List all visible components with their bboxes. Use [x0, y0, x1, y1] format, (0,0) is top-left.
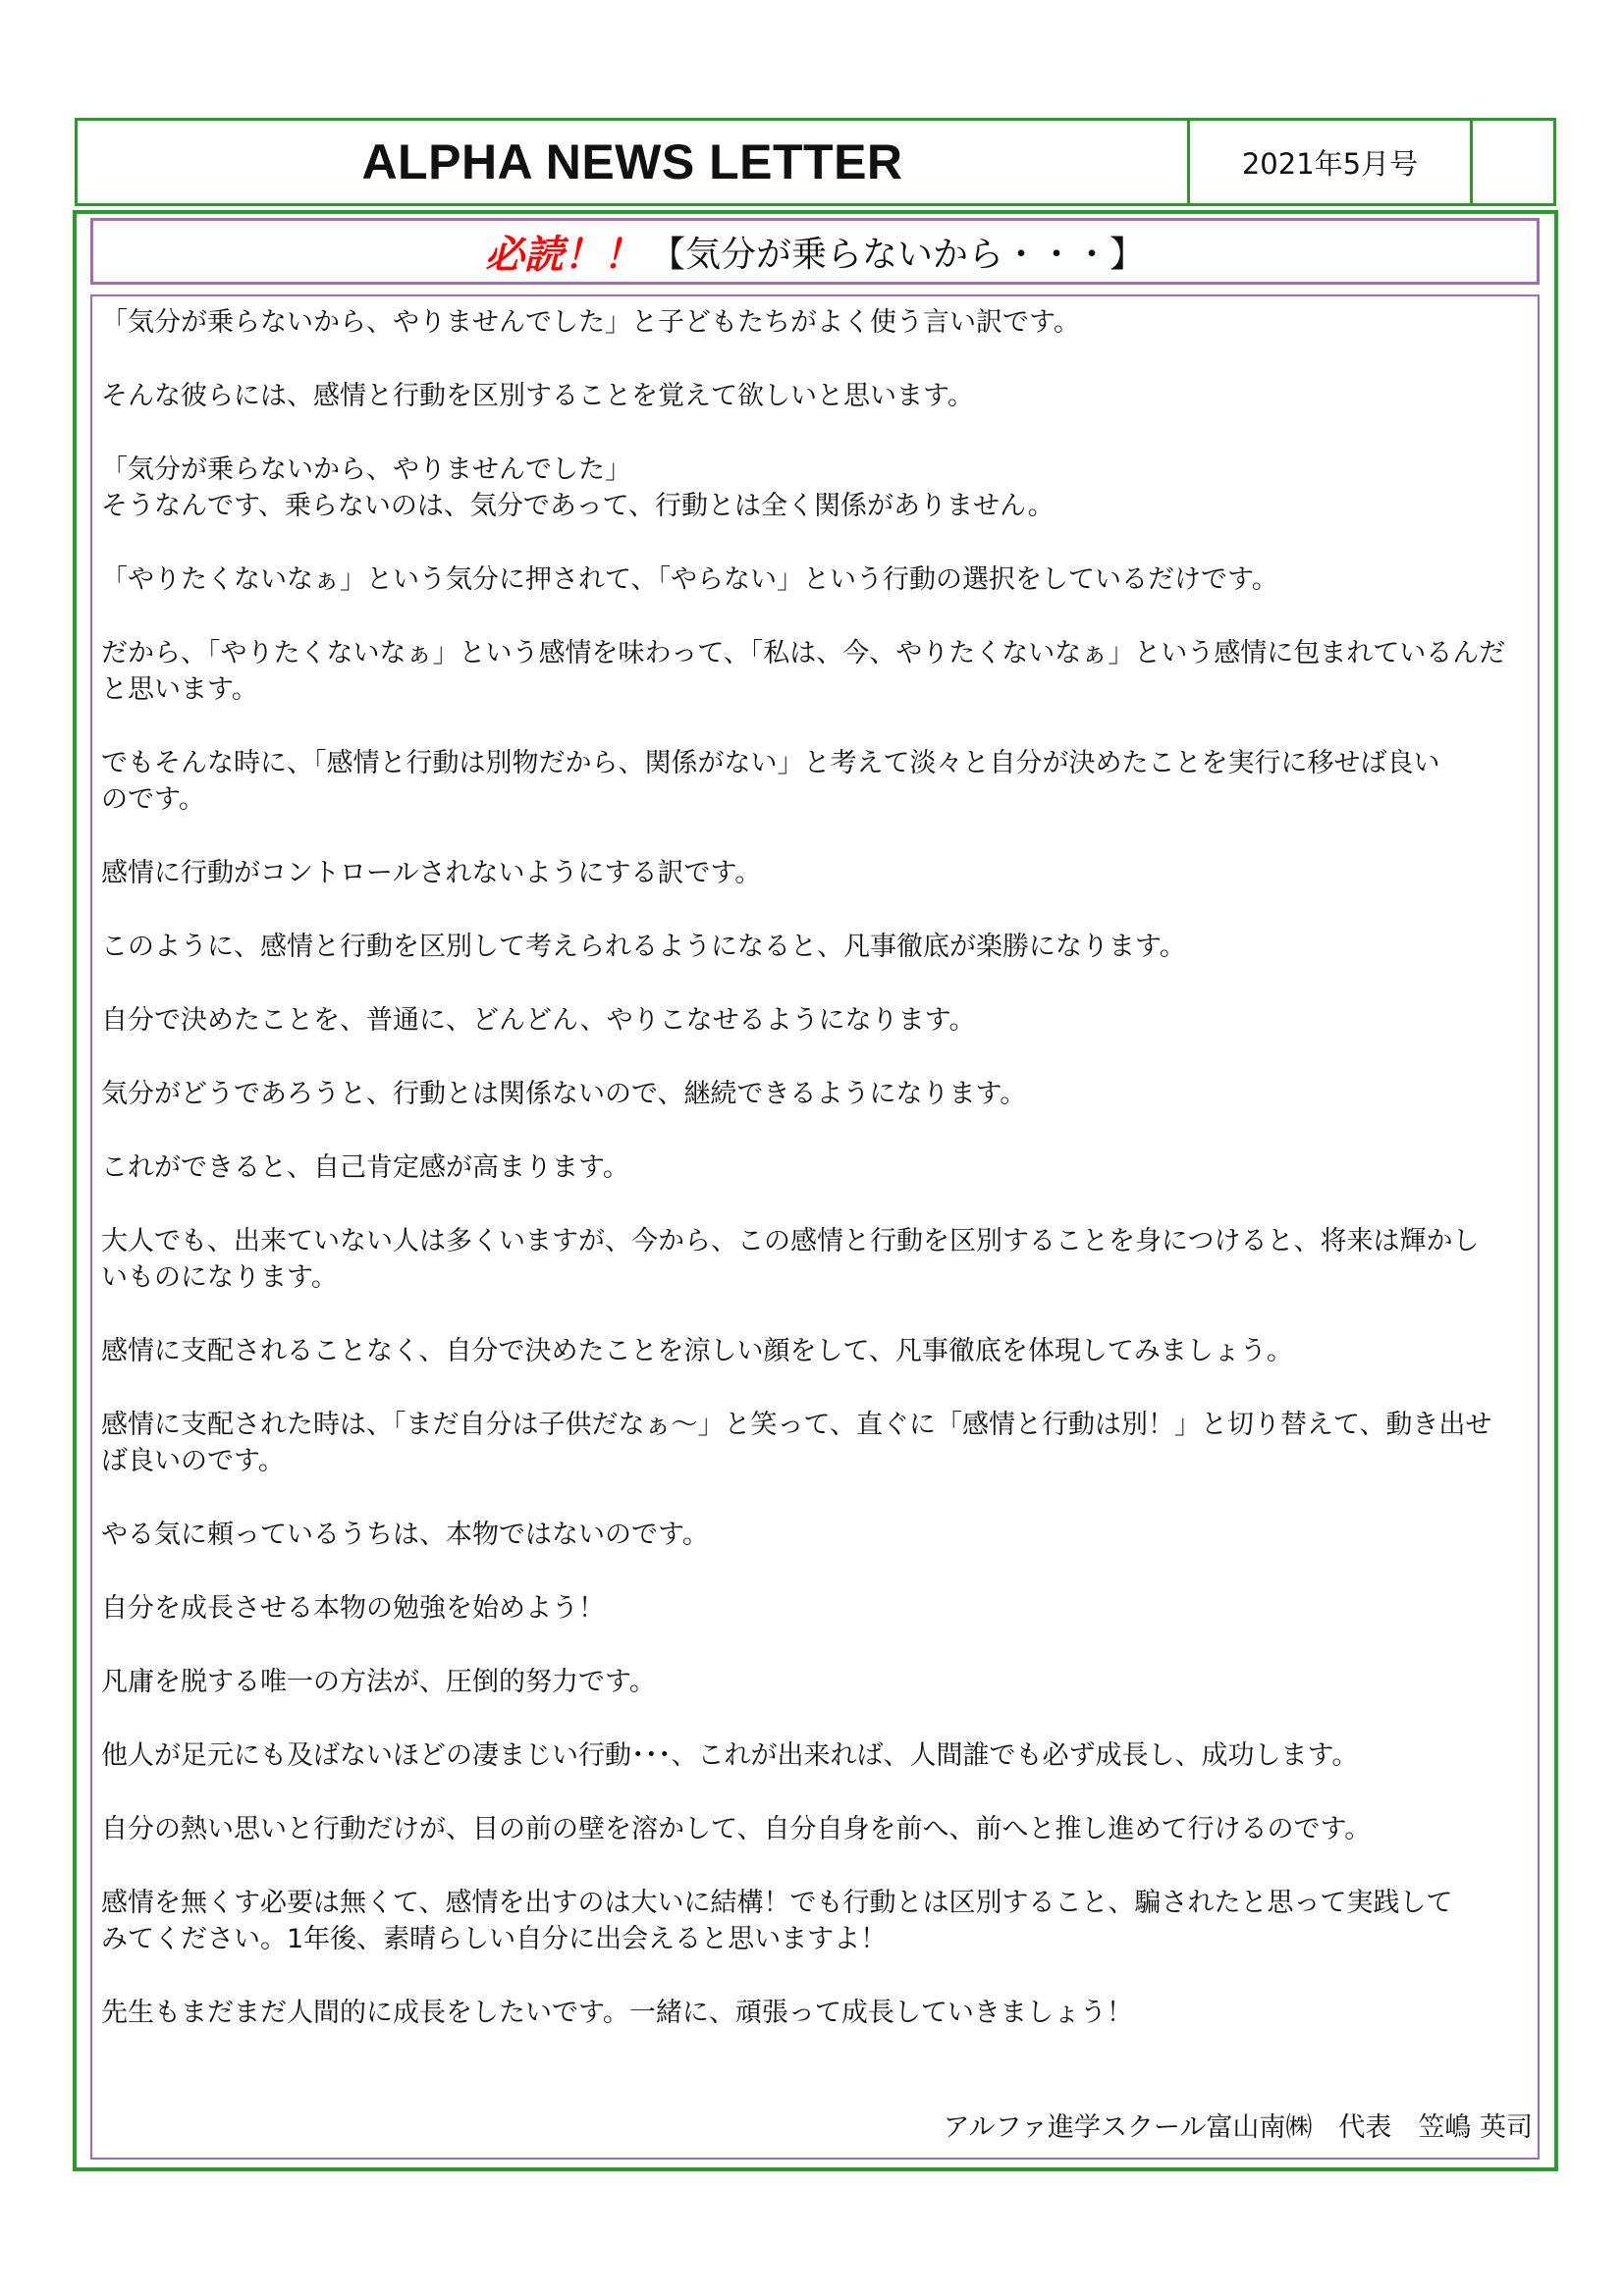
paragraph-line: 感情に支配されることなく、自分で決めたことを涼しい顔をして、凡事徹底を体現してみましょう。	[101, 1336, 1293, 1366]
paragraph-gap	[101, 818, 1525, 855]
paragraph-gap	[101, 1112, 1525, 1149]
paragraph-gap	[101, 1957, 1525, 1995]
paragraph-line: 他人が足元にも及ばないほどの凄まじい行動･･･、これが出来れば、人間誰でも必ず成長し、成功します。	[101, 1740, 1359, 1771]
paragraph-gap	[101, 708, 1525, 745]
headline-title: 【気分が乗らないから・・・】	[649, 234, 1145, 275]
paragraph-line: 「気分が乗らないから、やりませんでした」	[101, 454, 631, 485]
paragraph-gap	[101, 1700, 1525, 1737]
headline-box	[90, 218, 1540, 285]
paragraph-gap	[101, 891, 1525, 929]
paragraph-line: 「気分が乗らないから、やりませんでした」と子どもたちがよく使う言い訳です。	[101, 307, 1080, 338]
paragraph-gap	[101, 1296, 1525, 1333]
must-read-label: 必読！！	[484, 232, 642, 278]
issue-date: 2021年5月号	[1190, 121, 1473, 203]
paragraph-line: 感情を無くす必要は無くて、感情を出すのは大いに結構！でも行動とは区別すること、騙されたと思って実践して	[101, 1888, 1453, 1918]
paragraph-gap	[101, 1847, 1525, 1885]
paragraph-line: そうなんです、乗らないのは、気分であって、行動とは全く関係がありません。	[101, 491, 1055, 521]
paragraph-line: のです。	[101, 784, 205, 815]
paragraph-gap	[101, 1039, 1525, 1076]
paragraph-line: 凡庸を脱する唯一の方法が、圧倒的努力です。	[101, 1667, 656, 1697]
paragraph-line: 大人でも、出来ていない人は多くいますが、今から、この感情と行動を区別することを身につけると、将来は輝かし	[101, 1226, 1480, 1256]
paragraph-line: だから、「やりたくないなぁ」という感情を味わって、「私は、今、やりたくないなぁ」という感情に包まれているんだ	[101, 638, 1506, 668]
paragraph-gap	[101, 598, 1525, 635]
paragraph-gap	[101, 1186, 1525, 1223]
paragraph-gap	[101, 1774, 1525, 1811]
paragraph-gap	[101, 414, 1525, 452]
paragraph-line: 先生もまだまだ人間的に成長をしたいです。一緒に、頑張って成長していきましょう！	[101, 1998, 1133, 2028]
paragraph-line: 自分の熱い思いと行動だけが、目の前の壁を溶かして、自分自身を前へ、前へと推し進めて行けるのです。	[101, 1814, 1372, 1844]
paragraph-gap	[101, 341, 1525, 378]
paragraph-line: 気分がどうであろうと、行動とは関係ないので、継続できるようになります。	[101, 1079, 1027, 1109]
paragraph-line: 感情に支配された時は、「まだ自分は子供だなぁ～」と笑って、直ぐに「感情と行動は別！」と切り替えて、動き出せ	[101, 1410, 1492, 1440]
newsletter-header	[75, 118, 1556, 206]
signature: アルファ進学スクール富山南㈱ 代表 笠嶋 英司	[943, 2112, 1533, 2143]
paragraph-line: と思います。	[101, 674, 258, 705]
paragraph-line: そんな彼らには、感情と行動を区別することを覚えて欲しいと思います。	[101, 381, 974, 411]
paragraph-gap	[101, 524, 1525, 561]
paragraph-line: 感情に行動がコントロールされないようにする訳です。	[101, 858, 762, 888]
paragraph-line: ば良いのです。	[101, 1446, 285, 1476]
article-body	[101, 304, 1525, 2031]
paragraph-line: これができると、自己肯定感が高まります。	[101, 1152, 629, 1183]
paragraph-line: みてください。1年後、素晴らしい自分に出会えると思いますよ！	[101, 1924, 888, 1954]
paragraph-line: やる気に頼っているうちは、本物ではないのです。	[101, 1520, 709, 1550]
paragraph-gap	[101, 1369, 1525, 1407]
newsletter-title: ALPHA NEWS LETTER	[78, 121, 1190, 203]
paragraph-gap	[101, 1627, 1525, 1664]
paragraph-gap	[101, 965, 1525, 1002]
paragraph-line: このように、感情と行動を区別して考えられるようになると、凡事徹底が楽勝になります。	[101, 932, 1186, 962]
paragraph-line: 自分で決めたことを、普通に、どんどん、やりこなせるようになります。	[101, 1005, 976, 1036]
paragraph-line: でもそんな時に、「感情と行動は別物だから、関係がない」と考えて淡々と自分が決めたことを実行に移せば良い	[101, 748, 1440, 778]
paragraph-line: 自分を成長させる本物の勉強を始めよう！	[101, 1593, 605, 1624]
header-blank-cell	[1473, 121, 1553, 203]
paragraph-line: 「やりたくないなぁ」という気分に押されて、「やらない」という行動の選択をしているだけです。	[101, 564, 1278, 595]
paragraph-gap	[101, 1553, 1525, 1590]
paragraph-line: いものになります。	[101, 1262, 338, 1293]
paragraph-gap	[101, 1479, 1525, 1517]
